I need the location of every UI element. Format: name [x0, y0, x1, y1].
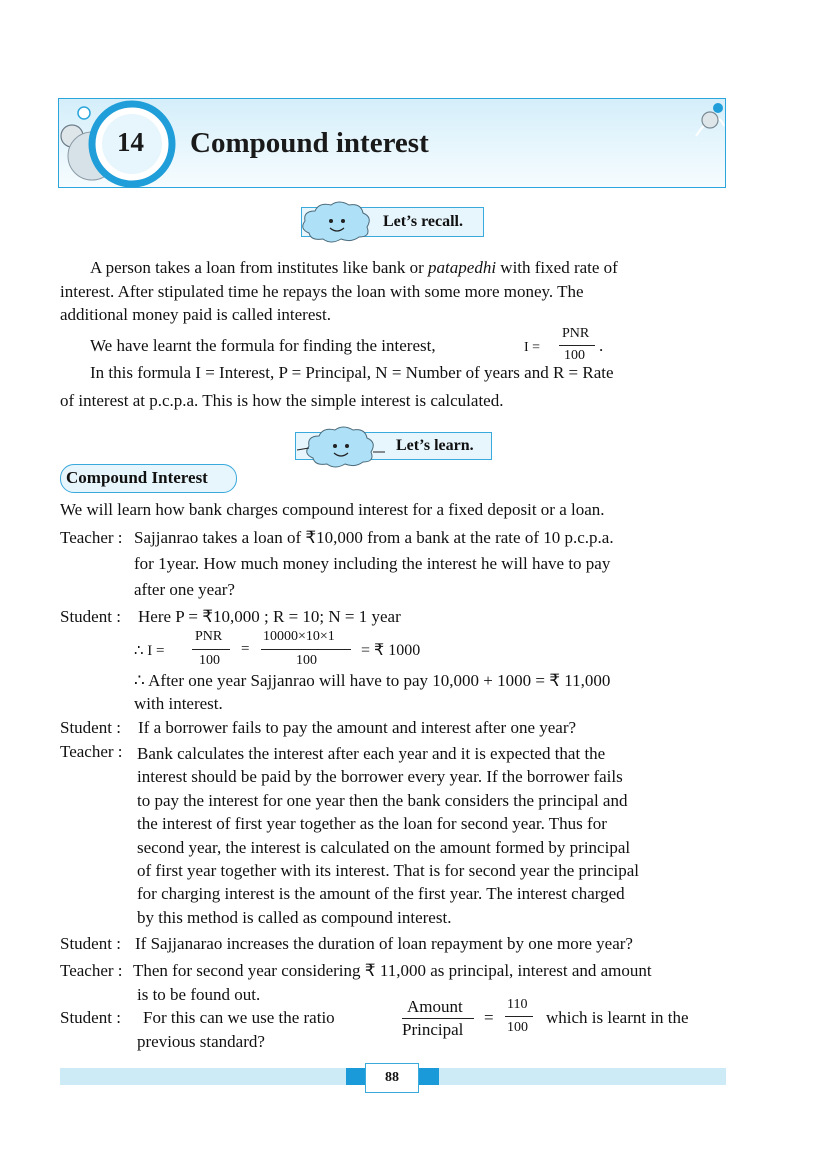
- teacher-line-3-1: Then for second year considering ₹ 11,000 as principal, interest and amount: [133, 961, 652, 980]
- recall-paragraph-3: [60, 361, 727, 412]
- teacher-explanation-line: for charging interest is the amount of the first year. The interest charged: [137, 884, 625, 904]
- page-number: 88: [365, 1063, 419, 1093]
- formula-bar: [559, 345, 595, 346]
- teacher-line-2: for 1year. How much money including the interest he will have to pay: [134, 554, 611, 573]
- ratio-equals: =: [484, 1008, 494, 1027]
- ratio-numerator-2: 110: [507, 997, 528, 1012]
- footer-accent-left: [346, 1068, 366, 1085]
- footer-accent-right: [419, 1068, 439, 1085]
- student-question-2: If a borrower fails to pay the amount and interest after one year?: [138, 718, 577, 737]
- chapter-title: Compound interest: [190, 127, 429, 159]
- lets-recall-label: Let’s recall.: [383, 213, 463, 230]
- calc-bar-1: [192, 649, 230, 650]
- calc-therefore: ∴ I =: [134, 643, 165, 659]
- intro-line: We will learn how bank charges compound interest for a fixed deposit or a loan.: [60, 500, 605, 519]
- student-line-4-a: For this can we use the ratio: [143, 1008, 335, 1027]
- calc-denominator-2: 100: [296, 653, 317, 668]
- student-line-4-b: which is learnt in the: [546, 1008, 689, 1027]
- calc-result: = ₹ 1000: [361, 642, 421, 659]
- teacher-explanation-line: of first year together with its interest. That is for second year the principal: [137, 861, 639, 881]
- student-question-3: If Sajjanarao increases the duration of loan repayment by one more year?: [135, 934, 633, 953]
- calc-bar-2: [261, 649, 351, 650]
- student-line-3: ∴ After one year Sajjanrao will have to pay 10,000 + 1000 = ₹ 11,000: [134, 671, 611, 690]
- recall-p3-line-2: of interest at p.c.p.a. This is how the simple interest is calculated.: [60, 390, 504, 410]
- ratio-bar-2: [505, 1016, 533, 1017]
- student-label-3: Student :: [60, 934, 121, 953]
- teacher-line-3-2: is to be found out.: [137, 985, 261, 1004]
- teacher-explanation-line: by this method is called as compound interest.: [137, 907, 452, 927]
- lets-learn-label: Let’s learn.: [396, 437, 474, 454]
- formula-intro: We have learnt the formula for finding the interest,: [90, 336, 436, 355]
- formula-denominator: 100: [564, 348, 585, 363]
- recall-p3-line-1: In this formula I = Interest, P = Principal, N = Number of years and R = Rate: [90, 363, 614, 382]
- formula-period: .: [599, 336, 604, 355]
- teacher-explanation-line: Bank calculates the interest after each year and it is expected that the: [137, 744, 606, 763]
- teacher-line-1: Sajjanrao takes a loan of ₹10,000 from a bank at the rate of 10 p.c.p.a.: [134, 528, 614, 547]
- student-line-4: with interest.: [134, 694, 223, 713]
- section-heading: Compound Interest: [66, 468, 208, 487]
- formula-numerator: PNR: [562, 326, 590, 341]
- teacher-explanation-line: interest should be paid by the borrower every year. If the borrower fails: [137, 767, 623, 787]
- formula-lhs: I =: [524, 340, 541, 355]
- student-line-1: Here P = ₹10,000 ; R = 10; N = 1 year: [138, 607, 401, 626]
- teacher-label-3: Teacher :: [60, 961, 123, 980]
- student-label-2: Student :: [60, 718, 121, 737]
- calc-numerator-1: PNR: [195, 629, 223, 644]
- recall-line-2: interest. After stipulated time he repays the loan with some more money. The: [60, 281, 584, 301]
- calc-denominator-1: 100: [199, 653, 220, 668]
- teacher-explanation-line: to pay the interest for one year then the bank considers the principal and: [137, 790, 628, 810]
- teacher-line-3: after one year?: [134, 580, 235, 599]
- teacher-explanation: [137, 742, 727, 929]
- teacher-label-1: Teacher :: [60, 528, 123, 547]
- recall-line-3: additional money paid is called interest.: [60, 305, 331, 324]
- ratio-bar: [402, 1018, 474, 1019]
- student-line-4-c: previous standard?: [137, 1032, 265, 1051]
- recall-text-b: with fixed rate of: [496, 258, 618, 277]
- ratio-numerator: Amount: [407, 997, 463, 1016]
- patapedhi-term: patapedhi: [428, 258, 497, 277]
- student-label-1: Student :: [60, 607, 121, 626]
- cloud-icon: [297, 199, 377, 245]
- calc-numerator-2: 10000×10×1: [263, 629, 335, 644]
- student-label-4: Student :: [60, 1008, 121, 1027]
- cloud-icon: [293, 424, 389, 470]
- chapter-number: 14: [117, 127, 144, 157]
- ratio-denominator: Principal: [402, 1020, 464, 1039]
- teacher-explanation-line: the interest of first year together as the loan for second year. Thus for: [137, 814, 607, 834]
- calc-equals: =: [241, 641, 250, 657]
- ratio-denominator-2: 100: [507, 1020, 528, 1035]
- teacher-explanation-line: second year, the interest is calculated on the amount formed by principal: [137, 837, 631, 857]
- recall-text-a: A person takes a loan from institutes like bank or: [90, 258, 429, 277]
- recall-paragraph-1: [60, 256, 727, 327]
- teacher-label-2: Teacher :: [60, 742, 123, 761]
